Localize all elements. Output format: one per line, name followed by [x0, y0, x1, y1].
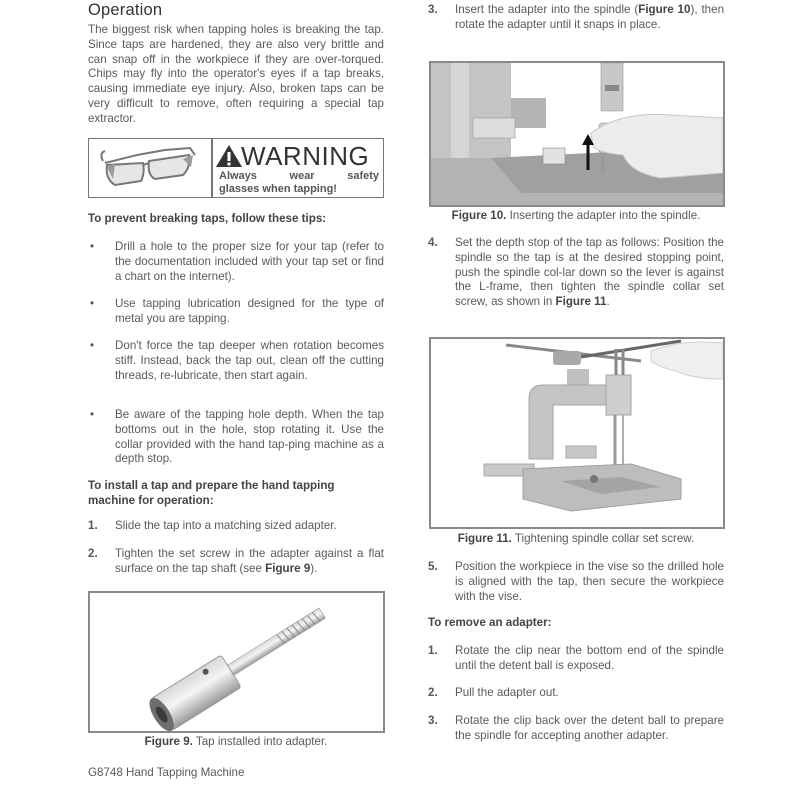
tip-item: [88, 240, 384, 285]
warning-text-line1: Always wear safety: [219, 170, 379, 182]
section-title: Operation: [88, 1, 163, 19]
warning-triangle-icon: [215, 144, 243, 168]
figure-reference: Figure 10: [638, 3, 691, 16]
step-number: 2.: [428, 686, 438, 699]
install-step: [428, 560, 724, 605]
step-text: Position the workpiece in the vise so the drilled hole is aligned with the tap, then secure the workpiece with the vise.: [455, 560, 724, 603]
page-footer: G8748 Hand Tapping Machine: [88, 766, 245, 779]
figure-reference: Figure 11: [555, 295, 607, 309]
figure-11-caption: Figure 11. Tightening spindle collar set screw.: [457, 532, 695, 545]
install-step: [428, 236, 724, 326]
tip-text: Drill a hole to the proper size for your tap (refer to the documentation included with your tap set or find a chart on the internet).: [115, 240, 384, 283]
step-number: 3.: [428, 714, 438, 727]
tip-item: [88, 297, 384, 327]
tip-item: [88, 339, 384, 399]
step-text: Set the depth stop of the tap as follows: Position the spindle so the tap is at the desired stopping point, push the spindle col-lar down so the lever is against the L-frame, then tighten the spindle collar set screw, as shown in Figure 11.: [455, 236, 724, 309]
install-step: [88, 519, 384, 535]
step-text: Pull the adapter out.: [455, 686, 559, 699]
bullet-marker: •: [90, 240, 95, 253]
figure-9-caption: Figure 9. Tap installed into adapter.: [144, 735, 328, 748]
warning-title: WARNING: [241, 141, 370, 171]
tapping-machine-illustration: [431, 339, 723, 527]
tips-heading: To prevent breaking taps, follow these tips:: [88, 212, 327, 225]
figure-reference: Figure 9: [265, 561, 311, 575]
warning-text-line2: glasses when tapping!: [219, 183, 337, 195]
tap-adapter-illustration: [90, 593, 383, 731]
step-text: Slide the tap into a matching sized adapter.: [115, 519, 337, 532]
step-number: 2.: [88, 547, 98, 560]
install-heading: To install a tap and prepare the hand tapping machine for operation:: [88, 479, 335, 507]
step-text: Rotate the clip near the bottom end of the spindle until the detent ball is exposed.: [455, 644, 724, 672]
remove-step: [428, 686, 724, 702]
figure-10-caption: Figure 10. Inserting the adapter into the spindle.: [451, 209, 701, 222]
intro-paragraph: The biggest risk when tapping holes is breaking the tap. Since taps are hardened, they are also very brittle and can snap off in the workpiece if they are over-torqued. Chips may fly into the operator's eyes if a tap breaks, causing immediate eye injury. Also, broken taps can be very difficult to remove, often requiring a special tap extractor.: [88, 23, 384, 125]
bullet-marker: •: [90, 297, 95, 310]
install-step: [88, 547, 384, 577]
step-number: 1.: [88, 519, 98, 532]
remove-step: [428, 714, 724, 759]
figure-11-image: [429, 337, 725, 529]
tip-text: Be aware of the tapping hole depth. When the tap bottoms out in the hole, stop rotating it. Use the collar provided with the hand tap-ping machine as a depth stop.: [115, 408, 384, 466]
step-text: Insert the adapter into the spindle (Figure 10), then rotate the adapter until it snaps in place.: [455, 3, 725, 31]
remove-step: [428, 644, 724, 674]
warning-box: [88, 138, 384, 198]
tip-text: Use tapping lubrication designed for the type of metal you are tapping.: [115, 297, 384, 325]
adapter-insertion-illustration: [431, 63, 723, 205]
step-number: 1.: [428, 644, 438, 657]
install-step: [428, 3, 724, 48]
step-number: 3.: [428, 3, 438, 16]
tip-text: Don't force the tap deeper when rotation becomes stiff. Instead, back the tap out, clean off the cutting threads, re-lubricate, then start again.: [115, 339, 384, 382]
figure-10-image: [429, 61, 725, 207]
step-text: Rotate the clip back over the detent ball to prepare the spindle for accepting another adapter.: [455, 714, 724, 742]
remove-heading: To remove an adapter:: [428, 616, 552, 629]
step-number: 5.: [428, 560, 438, 573]
warning-divider: [211, 139, 213, 197]
figure-9-image: [88, 591, 385, 733]
step-text: Tighten the set screw in the adapter against a flat surface on the tap shaft (see Figure 9).: [115, 547, 384, 575]
tip-item: [88, 408, 384, 468]
safety-glasses-icon: [95, 145, 205, 191]
bullet-marker: •: [90, 408, 95, 421]
bullet-marker: •: [90, 339, 95, 352]
step-number: 4.: [428, 236, 438, 249]
